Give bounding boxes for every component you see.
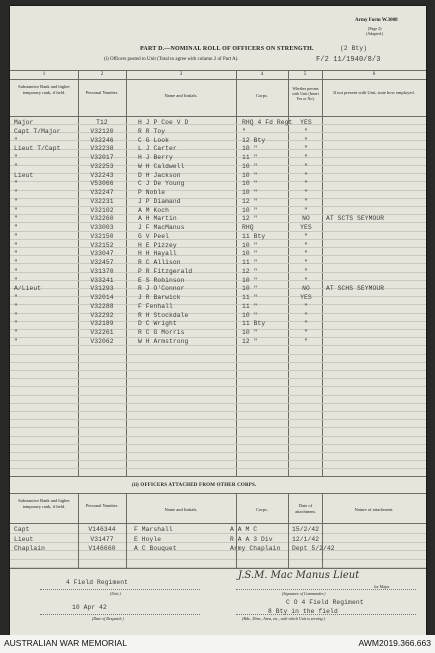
officer-name: L J Carter <box>138 145 177 153</box>
officer-rank: A/Lieut <box>14 285 42 293</box>
officer-number: V32261 <box>90 329 114 336</box>
officer-rank: Capt T/Major <box>14 127 61 135</box>
header-row-border <box>10 116 426 117</box>
officer-rank: " <box>14 276 18 284</box>
officer-rank: Lieut T/Capt <box>14 145 61 153</box>
officer-corps: " <box>242 127 246 135</box>
officer-rank: Major <box>14 119 34 126</box>
officer-name: E S Robinson <box>138 276 185 284</box>
officer-present: " <box>304 329 308 336</box>
officer-present: " <box>304 189 308 196</box>
header-corps: Corps. <box>256 93 268 98</box>
col-number: 5 <box>303 72 307 77</box>
officer-rank: " <box>14 232 18 240</box>
officer-corps: 10 " <box>242 171 258 179</box>
header-name: Name and Initials. <box>164 93 198 98</box>
officer-corps: 12 " <box>242 267 258 275</box>
col-divider <box>288 70 289 476</box>
officer-name: D C Wright <box>138 320 177 328</box>
officer-note: AT SCTS SEYMOUR <box>326 215 385 223</box>
attached-date: 15/2/42 <box>292 526 320 533</box>
signature-caption: (Signature of Commander.) <box>282 591 326 596</box>
attached-number: V31477 <box>90 535 114 543</box>
header-number: Personal Number. <box>85 90 119 95</box>
section1-title: (i) Officers posted to Unit (Total to agree with column 2 of Part A). <box>104 57 239 62</box>
officer-corps: 11 " <box>242 302 258 310</box>
officer-number: V32288 <box>90 302 114 310</box>
officer-number: V32152 <box>90 241 114 249</box>
officer-present: YES <box>300 119 312 126</box>
officer-present: " <box>304 250 308 258</box>
officer-present: " <box>304 162 308 170</box>
officer-corps: 10 " <box>242 329 258 336</box>
officer-present: " <box>304 171 308 179</box>
col-divider <box>236 70 237 476</box>
ruled-line <box>10 378 426 379</box>
attached-corps: A A M C <box>230 526 258 533</box>
officer-name: A M Koch <box>138 206 170 214</box>
ruled-line <box>10 411 426 412</box>
officer-corps: 10 " <box>242 180 258 188</box>
ruled-line <box>10 395 426 396</box>
officer-note: AT SCHS SEYMOUR <box>326 285 385 293</box>
attached-number: V146344 <box>88 526 116 533</box>
archive-footer <box>0 635 435 653</box>
officer-name: R C G Morris <box>138 329 185 336</box>
header-absent: If not present with Unit, state how employed. <box>333 90 415 95</box>
form-number: Army Form W.3008 <box>355 18 398 23</box>
officer-name: H H Hayall <box>138 250 177 258</box>
unit-line <box>40 589 200 590</box>
officer-rank: " <box>14 250 18 258</box>
officer-number: V33047 <box>90 250 114 258</box>
officer-rank: " <box>14 302 18 310</box>
officer-rank: " <box>14 215 18 223</box>
officer-corps: 11 " <box>242 259 258 266</box>
officer-name: F Fenhall <box>138 302 173 310</box>
form-sheet <box>10 6 426 635</box>
officer-present: NO <box>302 215 310 223</box>
signature-rank: for Major <box>374 584 390 589</box>
officer-rank: " <box>14 136 18 144</box>
officer-rank: " <box>14 259 18 266</box>
officer-corps: 10 " <box>242 276 258 284</box>
officer-name: P Noble <box>138 189 166 196</box>
bde-serving: 8 Bty in the field <box>268 608 338 615</box>
ruled-line <box>10 452 426 453</box>
col-divider <box>126 493 127 568</box>
header2-name: Name and Initials. <box>164 507 198 512</box>
archive-name: AUSTRALIAN WAR MEMORIAL <box>4 638 127 648</box>
officer-present: " <box>304 127 308 135</box>
officer-present: YES <box>300 224 312 231</box>
officer-rank: " <box>14 162 18 170</box>
officer-number: V32238 <box>90 145 114 153</box>
officer-present: YES <box>300 294 312 301</box>
commander-signature: J.S.M. Mac Manus Lieut <box>238 570 360 581</box>
officer-name: H J P Coe V D <box>138 119 189 126</box>
colnum-row-border <box>10 79 426 80</box>
signature-line <box>236 589 416 590</box>
ruled-line <box>10 444 426 445</box>
officer-name: J P Diamand <box>138 197 181 205</box>
ruled-line <box>10 345 426 346</box>
officer-rank: " <box>14 197 18 205</box>
col-number: 4 <box>260 72 264 77</box>
section-divider <box>10 476 426 477</box>
header2-number: Personal Number. <box>85 503 119 508</box>
officer-rank: " <box>14 320 18 328</box>
attached-corps: Army Chaplain <box>230 545 281 552</box>
officer-present: " <box>304 197 308 205</box>
officer-name: G V Peel <box>138 232 170 240</box>
officer-corps: 10 " <box>242 241 258 249</box>
officer-number: V53066 <box>90 180 114 188</box>
attached-date: Dept 5/2/42 <box>292 545 335 552</box>
table-top-border <box>10 70 426 71</box>
officer-present: " <box>304 206 308 214</box>
col-divider <box>322 70 323 476</box>
officer-rank: " <box>14 224 18 231</box>
officer-corps: 10 " <box>242 145 258 153</box>
ruled-line <box>10 436 426 437</box>
date-line <box>40 614 200 615</box>
officer-corps: 11 " <box>242 154 258 161</box>
officer-name: R C Allison <box>138 259 181 266</box>
officer-corps: RHQ 4 Fd Regt <box>242 119 293 126</box>
ruled-line <box>10 468 426 469</box>
officer-present: " <box>304 311 308 319</box>
officer-corps: 10 " <box>242 189 258 196</box>
officer-rank: " <box>14 206 18 214</box>
battery-label: (2 Bty) <box>340 45 368 52</box>
officer-corps: 11 " <box>242 294 258 301</box>
officer-name: J F MacManus <box>138 224 185 231</box>
col-divider <box>126 70 127 476</box>
officer-corps: 10 " <box>242 162 258 170</box>
officer-name: D H Jackson <box>138 171 181 179</box>
officer-number: V32014 <box>90 294 114 301</box>
officer-present: " <box>304 241 308 249</box>
officer-rank: " <box>14 267 18 275</box>
officer-number: V31370 <box>90 267 114 275</box>
ruled-line <box>10 370 426 371</box>
officer-name: P R Fitzgerald <box>138 267 193 275</box>
officer-rank: Lieut <box>14 171 34 179</box>
officer-corps: 11 Bty <box>242 320 266 328</box>
officer-present: " <box>304 180 308 188</box>
table2-header-border <box>10 523 426 524</box>
officer-present: " <box>304 320 308 328</box>
bde-line <box>236 614 416 615</box>
officer-present: " <box>304 259 308 266</box>
officer-number: V32292 <box>90 311 114 319</box>
ruled-line <box>10 419 426 420</box>
unit-caption: (Unit.) <box>110 591 121 596</box>
officer-number: V32246 <box>90 136 114 144</box>
header-rank: Substantive Rank and higher temporary rank, if held. <box>18 84 70 95</box>
officer-corps: 10 " <box>242 206 258 214</box>
officer-present: " <box>304 232 308 240</box>
ruled-line <box>10 559 426 560</box>
officer-number: T12 <box>96 119 108 126</box>
attached-number: V146660 <box>88 545 116 552</box>
officer-rank: " <box>14 154 18 161</box>
ruled-line <box>10 427 426 428</box>
commander-unit: C O 4 Field Regiment <box>286 599 364 606</box>
officer-corps: 10 " <box>242 311 258 319</box>
col-number: 2 <box>100 72 104 77</box>
officer-number: V32247 <box>90 189 114 196</box>
officer-name: H J Berry <box>138 154 173 161</box>
attached-rank: Capt <box>14 526 30 533</box>
attached-name: A C Bouquet <box>134 545 177 552</box>
officer-name: W H Caldwell <box>138 162 185 170</box>
officer-present: NO <box>302 285 310 293</box>
officer-name: W H Armstrong <box>138 337 189 345</box>
ruled-line <box>10 354 426 355</box>
officer-present: " <box>304 267 308 275</box>
officer-corps: 12 " <box>242 215 258 223</box>
officer-number: V32260 <box>90 215 114 223</box>
form-adapted: (Adapted.) <box>366 31 384 36</box>
archive-id: AWM2019.366.663 <box>358 638 431 648</box>
officer-number: V33241 <box>90 276 114 284</box>
officer-name: R R Toy <box>138 127 166 135</box>
officer-number: V32231 <box>90 197 114 205</box>
section2-title: (ii) OFFICERS ATTACHED FROM OTHER CORPS. <box>132 483 257 488</box>
ruled-line <box>10 403 426 404</box>
attached-rank: Chaplain <box>14 545 46 552</box>
officer-corps: 12 Bty <box>242 136 266 144</box>
officer-rank: " <box>14 189 18 196</box>
unit-name: 4 Field Regiment <box>66 579 129 586</box>
officer-number: V33003 <box>90 224 114 231</box>
ruled-line <box>10 533 426 534</box>
form-page: (Page 2) <box>368 26 382 31</box>
officer-name: C G Look <box>138 136 170 144</box>
officer-corps: 12 " <box>242 337 258 345</box>
officer-number: V32062 <box>90 337 114 345</box>
officer-present: " <box>304 276 308 284</box>
officer-rank: " <box>14 180 18 188</box>
officer-corps: 11 Bty <box>242 232 266 240</box>
officer-corps: RHQ <box>242 224 254 231</box>
officer-corps: 10 " <box>242 285 258 293</box>
officer-present: " <box>304 145 308 153</box>
officer-present: " <box>304 302 308 310</box>
attached-name: F Marshall <box>134 526 173 533</box>
officer-present: " <box>304 337 308 345</box>
officer-name: A H Martin <box>138 215 177 223</box>
officer-name: R J O'Connor <box>138 285 185 293</box>
officer-name: J R Barwick <box>138 294 181 301</box>
officer-number: V31293 <box>90 285 114 293</box>
officer-name: R H Stockdale <box>138 311 189 319</box>
officer-name: H E Pizzey <box>138 241 177 249</box>
officer-rank: " <box>14 241 18 249</box>
col-number: 3 <box>179 72 183 77</box>
header2-date: Date of attachment. <box>295 503 316 514</box>
officer-rank: " <box>14 311 18 319</box>
officer-number: V32189 <box>90 320 114 328</box>
attached-name: E Hoyle <box>134 535 162 543</box>
header-present: Whether present with Unit (Insert Yes or No). <box>292 86 319 101</box>
bde-caption: (Bde., Divn., Area, etc., with which Unit is serving.) <box>242 616 325 621</box>
officer-present: " <box>304 154 308 161</box>
officer-rank: " <box>14 337 18 345</box>
officer-name: C J De Young <box>138 180 185 188</box>
officer-number: V32150 <box>90 232 114 240</box>
officer-number: V32243 <box>90 171 114 179</box>
attached-rank: Lieut <box>14 535 34 543</box>
officer-number: V32120 <box>90 127 114 135</box>
officer-corps: 12 " <box>242 197 258 205</box>
attached-corps: R A A 3 Div <box>230 535 273 543</box>
officer-corps: 10 " <box>242 250 258 258</box>
col-number: 1 <box>42 72 46 77</box>
despatch-date: 10 Apr 42 <box>72 604 107 611</box>
officer-number: V32457 <box>90 259 114 266</box>
ruled-line <box>10 460 426 461</box>
header2-rank: Substantive Rank and higher temporary rank, if held. <box>18 498 70 509</box>
officer-present: " <box>304 136 308 144</box>
attached-date: 12/1/42 <box>292 535 320 543</box>
officer-number: V32253 <box>90 162 114 170</box>
officer-number: V32017 <box>90 154 114 161</box>
col-number: 6 <box>372 72 376 77</box>
reference-number: F/2 11/1940/8/3 <box>316 56 381 64</box>
col-divider <box>78 70 79 476</box>
header2-nature: Nature of attachment. <box>354 507 394 512</box>
header2-corps: Corps. <box>256 507 268 512</box>
ruled-line <box>10 386 426 387</box>
table2-top-border <box>10 493 426 494</box>
officer-rank: " <box>14 329 18 336</box>
officer-number: V32102 <box>90 206 114 214</box>
officer-rank: " <box>14 294 18 301</box>
table2-bottom-border <box>10 568 426 569</box>
date-caption: (Date of Despatch.) <box>92 616 124 621</box>
col-divider <box>78 493 79 568</box>
ruled-line <box>10 362 426 363</box>
part-title: PART D.—NOMINAL ROLL OF OFFICERS ON STRENGTH. <box>140 46 314 52</box>
